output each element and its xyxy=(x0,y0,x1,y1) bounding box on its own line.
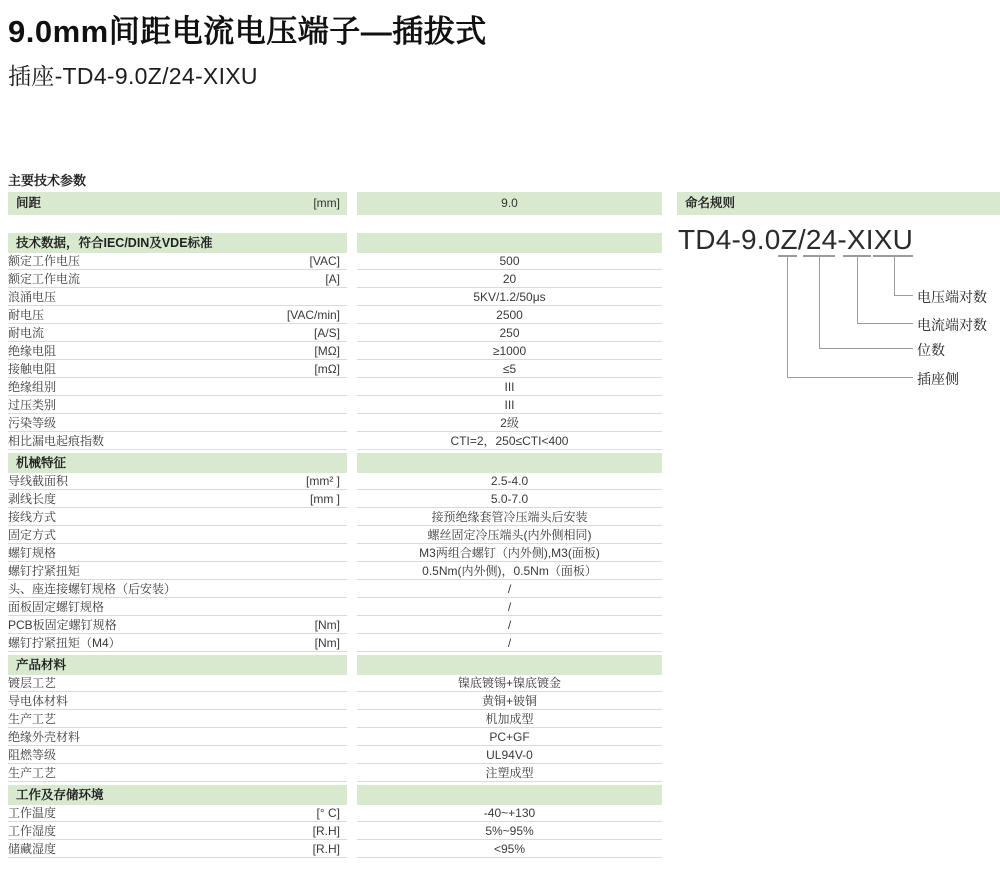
row-label: 相比漏电起痕指数 xyxy=(8,434,105,448)
row-value: 500 xyxy=(357,253,662,270)
row-unit: [mm] xyxy=(313,196,340,210)
row-value: 2500 xyxy=(357,307,662,324)
row-label: 间距 xyxy=(16,196,42,210)
row-label: 额定工作电流 xyxy=(8,272,81,286)
table-row xyxy=(8,563,662,581)
row-value: ≤5 xyxy=(357,361,662,378)
row-label: 面板固定螺钉规格 xyxy=(8,600,105,614)
row-label-cell xyxy=(8,473,347,490)
table-row xyxy=(8,415,662,433)
page-title: 9.0mm间距电流电压端子—插拔式 xyxy=(8,14,487,49)
row-label-cell xyxy=(8,675,347,692)
table-row xyxy=(8,307,662,325)
callout-label-socket-side: 插座侧 xyxy=(917,371,959,387)
row-label-cell xyxy=(8,253,347,270)
row-value: M3两组合螺钉（内外侧),M3(面板) xyxy=(357,545,662,562)
table-section-header xyxy=(8,655,662,675)
main-parameters-heading: 主要技术参数 xyxy=(8,173,87,188)
row-value: 9.0 xyxy=(357,192,662,215)
section-header-band xyxy=(357,453,662,473)
callout-line xyxy=(857,257,858,323)
row-label: 储藏湿度 xyxy=(8,842,57,856)
table-row xyxy=(8,491,662,509)
row-label-cell xyxy=(8,765,347,782)
row-label: 工作温度 xyxy=(8,806,57,820)
table-row xyxy=(8,635,662,653)
row-label: 绝缘外壳材料 xyxy=(8,730,81,744)
pitch-cell xyxy=(8,192,347,215)
naming-rule-panel xyxy=(677,192,1000,592)
callout-label-voltage-pairs: 电压端对数 xyxy=(917,289,987,305)
row-label: 螺钉规格 xyxy=(8,546,57,560)
row-value: 5.0-7.0 xyxy=(357,491,662,508)
table-row xyxy=(8,271,662,289)
table-row xyxy=(8,675,662,693)
row-unit: [R.H] xyxy=(312,824,340,838)
section-header-band xyxy=(357,785,662,805)
row-value: / xyxy=(357,599,662,616)
row-value: ≥1000 xyxy=(357,343,662,360)
row-value: 接预绝缘套管冷压端头后安装 xyxy=(357,509,662,526)
spec-table-body xyxy=(8,233,662,859)
row-value: CTI=2，250≤CTI<400 xyxy=(357,433,662,450)
row-label: 螺钉拧紧扭矩 xyxy=(8,564,81,578)
row-value: / xyxy=(357,617,662,634)
row-label: 过压类别 xyxy=(8,398,57,412)
row-unit: [mΩ] xyxy=(314,362,340,376)
row-label: 污染等级 xyxy=(8,416,57,430)
row-label: 绝缘组别 xyxy=(8,380,57,394)
row-unit: [A] xyxy=(325,272,340,286)
row-value: 镍底镀锡+镍底镀金 xyxy=(357,675,662,692)
row-value: -40~+130 xyxy=(357,805,662,822)
row-label-cell xyxy=(8,599,347,616)
callout-label-positions: 位数 xyxy=(917,342,945,358)
section-header-band xyxy=(357,655,662,675)
row-label-cell xyxy=(8,711,347,728)
table-row xyxy=(8,823,662,841)
row-value: III xyxy=(357,397,662,414)
table-section-header xyxy=(8,233,662,253)
row-value: 20 xyxy=(357,271,662,288)
row-value: 2.5-4.0 xyxy=(357,473,662,490)
section-header-band xyxy=(357,233,662,253)
callout-line xyxy=(787,377,913,378)
table-row xyxy=(8,325,662,343)
table-section-header xyxy=(8,785,662,805)
table-row xyxy=(8,711,662,729)
row-label-cell xyxy=(8,433,347,450)
table-row xyxy=(8,805,662,823)
row-label: 生产工艺 xyxy=(8,766,57,780)
section-header-label: 工作及存储环境 xyxy=(8,785,347,805)
row-label: 耐电流 xyxy=(8,326,45,340)
row-label: 额定工作电压 xyxy=(8,254,81,268)
table-row xyxy=(8,379,662,397)
callout-line xyxy=(787,257,788,377)
table-row xyxy=(8,747,662,765)
section-header-label: 技术数据，符合IEC/DIN及VDE标准 xyxy=(8,233,347,253)
row-label-cell xyxy=(8,509,347,526)
row-unit: [MΩ] xyxy=(314,344,340,358)
row-label-cell xyxy=(8,491,347,508)
row-label-cell xyxy=(8,379,347,396)
table-row xyxy=(8,841,662,859)
table-row xyxy=(8,289,662,307)
table-row xyxy=(8,693,662,711)
row-label: 阻燃等级 xyxy=(8,748,57,762)
row-label-cell xyxy=(8,343,347,360)
row-label: 剥线长度 xyxy=(8,492,57,506)
row-unit: [Nm] xyxy=(314,618,340,632)
table-row xyxy=(8,397,662,415)
row-value: UL94V-0 xyxy=(357,747,662,764)
row-label-cell xyxy=(8,289,347,306)
row-label: PCB板固定螺钉规格 xyxy=(8,618,117,632)
row-label-cell xyxy=(8,271,347,288)
callout-line xyxy=(894,295,913,296)
table-row-pitch xyxy=(8,192,662,215)
row-value: 注塑成型 xyxy=(357,765,662,782)
table-row xyxy=(8,509,662,527)
row-label: 浪涌电压 xyxy=(8,290,57,304)
naming-rule-header: 命名规则 xyxy=(677,192,1000,215)
row-label-cell xyxy=(8,325,347,342)
row-value: III xyxy=(357,379,662,396)
callout-label-current-pairs: 电流端对数 xyxy=(917,317,987,333)
table-row xyxy=(8,361,662,379)
callout-line xyxy=(819,348,913,349)
row-label-cell xyxy=(8,841,347,858)
table-spacer xyxy=(8,215,662,231)
row-label: 固定方式 xyxy=(8,528,57,542)
section-header-label: 机械特征 xyxy=(8,453,347,473)
page-subtitle: 插座-TD4-9.0Z/24-XIXU xyxy=(8,63,258,89)
callout-line xyxy=(819,257,820,348)
row-label-cell xyxy=(8,747,347,764)
row-unit: [mm ] xyxy=(310,492,340,506)
row-label: 导线截面积 xyxy=(8,474,69,488)
spec-table xyxy=(8,192,662,859)
row-label-cell xyxy=(8,581,347,598)
row-unit: [R.H] xyxy=(312,842,340,856)
row-label-cell xyxy=(8,823,347,840)
table-row xyxy=(8,473,662,491)
table-row xyxy=(8,545,662,563)
row-label-cell xyxy=(8,307,347,324)
row-value: <95% xyxy=(357,841,662,858)
row-label-cell xyxy=(8,693,347,710)
table-row xyxy=(8,253,662,271)
row-value: 机加成型 xyxy=(357,711,662,728)
row-label: 镀层工艺 xyxy=(8,676,57,690)
row-label-cell xyxy=(8,805,347,822)
row-label-cell xyxy=(8,617,347,634)
row-label: 头、座连接螺钉规格（后安装） xyxy=(8,582,177,596)
row-value: PC+GF xyxy=(357,729,662,746)
part-number: TD4-9.0Z/24-XIXU xyxy=(678,224,914,255)
row-label: 耐电压 xyxy=(8,308,45,322)
table-section-header xyxy=(8,453,662,473)
row-unit: [A/S] xyxy=(313,326,340,340)
table-row xyxy=(8,343,662,361)
row-unit: [VAC] xyxy=(309,254,340,268)
section-header-label: 产品材料 xyxy=(8,655,347,675)
row-label-cell xyxy=(8,397,347,414)
row-label-cell xyxy=(8,563,347,580)
table-row xyxy=(8,617,662,635)
callout-line xyxy=(894,257,895,295)
row-value: 2级 xyxy=(357,415,662,432)
row-value: 黄铜+铍铜 xyxy=(357,693,662,710)
row-value: 250 xyxy=(357,325,662,342)
row-value: / xyxy=(357,581,662,598)
row-label-cell xyxy=(8,415,347,432)
row-label: 螺钉拧紧扭矩（M4） xyxy=(8,636,121,650)
underline-segment-voltage xyxy=(873,255,913,257)
table-row xyxy=(8,433,662,451)
table-row xyxy=(8,765,662,783)
row-value: 螺丝固定冷压端头(内外侧相同) xyxy=(357,527,662,544)
callout-line xyxy=(857,323,913,324)
row-value: 0.5Nm(内外侧)，0.5Nm（面板） xyxy=(357,563,662,580)
table-row xyxy=(8,729,662,747)
table-row xyxy=(8,599,662,617)
row-label: 接触电阻 xyxy=(8,362,57,376)
row-label-cell xyxy=(8,545,347,562)
table-row xyxy=(8,527,662,545)
row-value: / xyxy=(357,635,662,652)
row-unit: [Nm] xyxy=(314,636,340,650)
row-label: 导电体材料 xyxy=(8,694,69,708)
row-label: 生产工艺 xyxy=(8,712,57,726)
row-unit: [mm² ] xyxy=(306,474,340,488)
row-label-cell xyxy=(8,527,347,544)
table-row xyxy=(8,581,662,599)
row-unit: [° C] xyxy=(316,806,340,820)
row-label: 绝缘电阻 xyxy=(8,344,57,358)
row-label-cell xyxy=(8,635,347,652)
row-label: 工作湿度 xyxy=(8,824,57,838)
row-value: 5%~95% xyxy=(357,823,662,840)
row-label-cell xyxy=(8,729,347,746)
row-label: 接线方式 xyxy=(8,510,57,524)
row-value: 5KV/1.2/50μs xyxy=(357,289,662,306)
row-label-cell xyxy=(8,361,347,378)
row-unit: [VAC/min] xyxy=(286,308,340,322)
